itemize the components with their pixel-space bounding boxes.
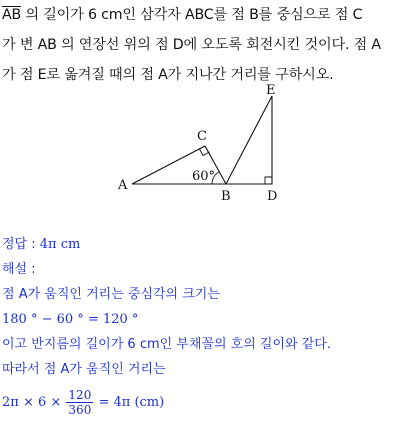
- problem-line-3: 가 점 E로 옮겨질 때의 점 A가 지나간 거리를 구하시오.: [2, 67, 334, 83]
- explanation-line-4: 따라서 점 A가 움직인 거리는: [2, 362, 166, 377]
- label-a: A: [118, 178, 128, 193]
- fraction-numerator: 120: [68, 388, 92, 402]
- final-prefix: 2π × 6 ×: [2, 395, 62, 410]
- explanation-line-3: 이고 반지름의 길이가 6 cm인 부채꼴의 호의 길이와 같다.: [2, 337, 331, 352]
- label-e: E: [266, 84, 276, 98]
- fraction: [66, 388, 93, 417]
- explanation-line-2: 180 ° − 60 ° = 120 °: [2, 312, 139, 327]
- explanation-line-1: 점 A가 움직인 거리는 중심각의 크기는: [2, 287, 220, 302]
- answer-row: [2, 232, 398, 257]
- right-angle-mark-d: [265, 177, 272, 184]
- label-c: C: [197, 129, 207, 144]
- label-b: B: [221, 189, 231, 204]
- answer-label: 정답 :: [2, 237, 36, 252]
- answer-value: 4π cm: [39, 237, 81, 252]
- fraction-denominator: 360: [68, 403, 92, 417]
- triangle-ebd: [226, 96, 272, 184]
- final-equation: [2, 388, 398, 417]
- solution-block: [2, 232, 398, 417]
- rotation-diagram: [110, 84, 300, 206]
- label-d: D: [267, 189, 278, 204]
- explanation-label: 해설 :: [2, 262, 36, 277]
- final-suffix: = 4π (cm): [98, 395, 165, 410]
- problem-line-1-rest: 의 길이가 6 cm인 삼각자 ABC를 점 B를 중심으로 점 C: [21, 7, 363, 23]
- problem-text: [2, 0, 398, 90]
- problem-line-2: 가 변 AB 의 연장선 위의 점 D에 오도록 회전시킨 것이다. 점 A: [2, 37, 381, 53]
- angle-60-label: 60°: [192, 169, 216, 184]
- problem-line-1: [2, 0, 398, 30]
- segment-ab-overline: $\overline{AB}$: [2, 7, 22, 23]
